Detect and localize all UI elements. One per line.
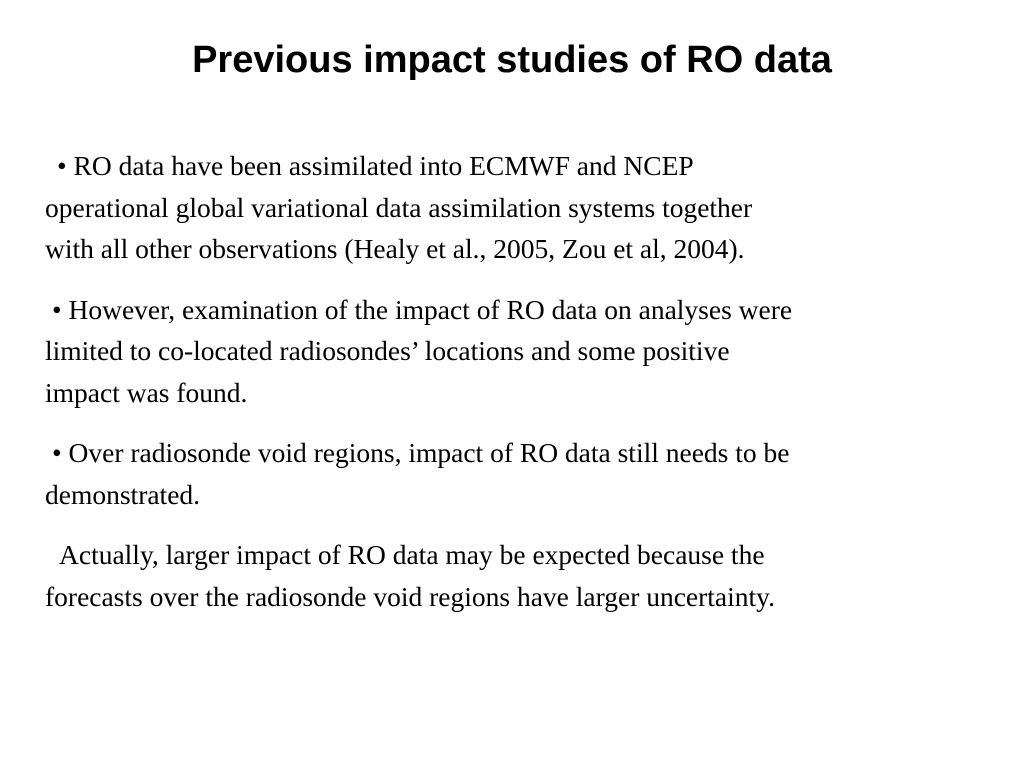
paragraph-line: • However, examination of the impact of RO data on analyses were	[52, 293, 793, 325]
paragraph-line: operational global variational data assimilation systems together	[45, 191, 753, 223]
paragraph-line: • Over radiosonde void regions, impact of RO data still needs to be	[52, 437, 790, 468]
paragraph-line: limited to co-located radiosondes’ locations and some positive	[45, 335, 730, 366]
closing-paragraph	[45, 534, 990, 617]
paragraph-line: Actually, larger impact of RO data may be expected because the	[59, 539, 765, 570]
paragraph-line: • RO data have been assimilated into ECMWF and NCEP	[57, 150, 694, 181]
slide-title: Previous impact studies of RO data	[192, 39, 832, 81]
paragraph-line: demonstrated.	[45, 478, 201, 510]
bullet-paragraph-1	[45, 145, 990, 270]
bullet-paragraph-2	[45, 289, 990, 414]
bullet-paragraph-3	[45, 432, 990, 515]
slide-body	[45, 145, 990, 617]
paragraph-line: forecasts over the radiosonde void regions have larger uncertainty.	[45, 580, 776, 612]
paragraph-line: impact was found.	[45, 376, 248, 408]
paragraph-line: with all other observations (Healy et al., 2005, Zou et al, 2004).	[45, 233, 745, 264]
